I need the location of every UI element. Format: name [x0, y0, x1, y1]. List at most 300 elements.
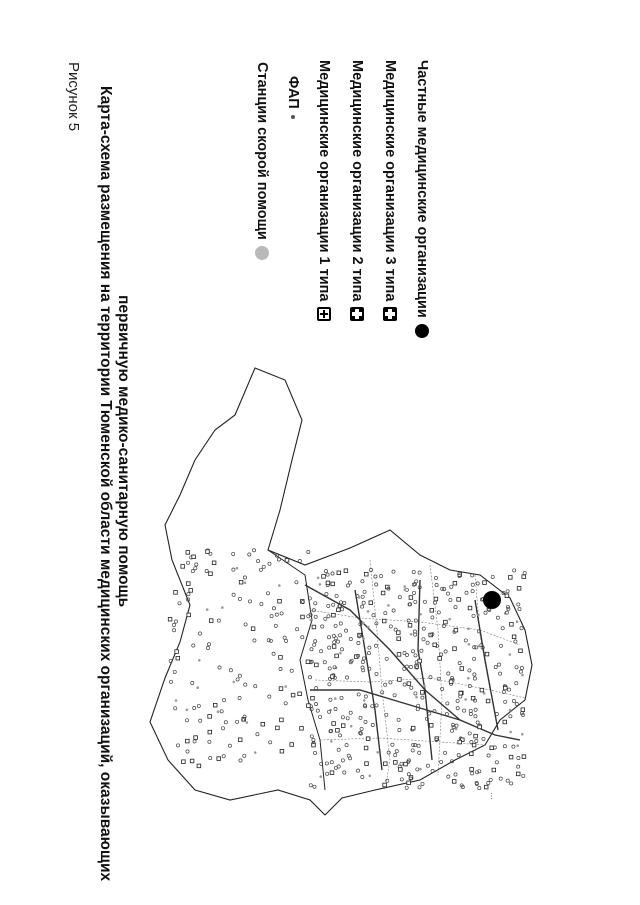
- medical-organization-marker: [398, 678, 402, 682]
- ambulance-station-marker: [521, 733, 524, 736]
- medical-organization-marker: [470, 752, 474, 756]
- medical-organization-marker: [486, 699, 490, 703]
- fap-marker: [392, 609, 395, 612]
- fap-marker: [447, 672, 450, 675]
- fap-marker: [274, 624, 277, 627]
- fap-marker: [403, 667, 406, 670]
- legend-item-private: [414, 60, 430, 338]
- black-dot-icon: [415, 324, 429, 338]
- medical-organization-marker: [332, 722, 336, 726]
- fap-marker: [345, 744, 348, 747]
- fap-marker: [313, 785, 316, 788]
- fap-marker: [284, 702, 287, 705]
- boxed-cross-icon: [350, 307, 364, 321]
- fap-marker: [272, 607, 275, 610]
- medical-organization-marker: [332, 613, 336, 617]
- fap-marker: [326, 772, 329, 775]
- ambulance-station-marker: [198, 659, 201, 662]
- medical-organization-marker: [478, 725, 482, 729]
- fap-marker: [337, 765, 340, 768]
- medical-organization-marker: [208, 730, 212, 734]
- medical-organization-marker: [382, 619, 386, 623]
- fap-marker: [198, 632, 201, 635]
- fap-marker: [397, 718, 400, 721]
- ambulance-station-marker: [403, 585, 406, 588]
- fap-marker: [357, 693, 360, 696]
- legend-item-mo3: [382, 60, 398, 321]
- fap-marker: [394, 753, 397, 756]
- fap-marker: [474, 708, 477, 711]
- medical-organization-marker: [503, 720, 507, 724]
- ambulance-station-marker: [478, 645, 481, 648]
- fap-marker: [290, 669, 293, 672]
- fap-marker: [456, 699, 459, 702]
- fap-marker: [360, 727, 363, 730]
- ambulance-station-marker: [244, 581, 247, 584]
- medical-organization-marker: [509, 755, 513, 759]
- medical-organization-marker: [434, 597, 438, 601]
- fap-marker: [238, 674, 241, 677]
- fap-marker: [349, 757, 352, 760]
- fap-marker: [499, 777, 502, 780]
- medical-organization-marker: [449, 680, 453, 684]
- fap-marker: [400, 778, 403, 781]
- medical-organization-marker: [452, 780, 456, 784]
- fap-marker: [440, 760, 443, 763]
- medical-organization-marker: [331, 582, 335, 586]
- fap-marker: [208, 740, 211, 743]
- fap-marker: [236, 720, 239, 723]
- fap-marker: [468, 669, 471, 672]
- fap-marker: [446, 592, 449, 595]
- region-map: [120, 360, 540, 830]
- fap-marker: [472, 614, 475, 617]
- fap-marker: [349, 637, 352, 640]
- fap-marker: [243, 576, 246, 579]
- fap-marker: [452, 725, 455, 728]
- medical-organization-marker: [337, 571, 341, 575]
- medical-organization-marker: [383, 783, 387, 787]
- fap-marker: [478, 787, 481, 790]
- medical-organization-marker: [168, 617, 172, 621]
- fap-marker: [314, 702, 317, 705]
- fap-marker: [517, 765, 520, 768]
- fap-marker: [473, 673, 476, 676]
- medical-organization-marker: [312, 625, 316, 629]
- fap-marker: [474, 715, 477, 718]
- fap-marker: [229, 669, 232, 672]
- fap-marker: [343, 601, 346, 604]
- fap-marker: [316, 709, 319, 712]
- fap-marker: [471, 772, 474, 775]
- ambulance-station-marker: [309, 619, 312, 622]
- medical-organization-marker: [279, 656, 283, 660]
- fap-marker: [341, 759, 344, 762]
- medical-organization-marker: [474, 734, 478, 738]
- fap-marker: [468, 732, 471, 735]
- fap-marker: [332, 634, 335, 637]
- ambulance-station-marker: [334, 697, 337, 700]
- fap-marker: [421, 782, 424, 785]
- medical-organization-marker: [344, 569, 348, 573]
- fap-marker: [520, 666, 523, 669]
- fap-marker: [232, 552, 235, 555]
- fap-marker: [499, 644, 502, 647]
- ambulance-station-marker: [350, 725, 353, 728]
- fap-marker: [186, 750, 189, 753]
- fap-marker: [395, 750, 398, 753]
- fap-marker: [375, 672, 378, 675]
- medical-organization-marker: [190, 759, 194, 763]
- grey-dot-icon: [255, 246, 269, 260]
- fap-marker: [357, 641, 360, 644]
- fap-marker: [185, 719, 188, 722]
- fap-marker: [507, 607, 510, 610]
- fap-marker: [405, 653, 408, 656]
- fap-marker: [186, 561, 189, 564]
- fap-marker: [327, 615, 330, 618]
- fap-marker: [327, 604, 330, 607]
- fap-marker: [248, 553, 251, 556]
- fap-marker: [339, 622, 342, 625]
- fap-marker: [335, 594, 338, 597]
- fap-marker: [187, 593, 190, 596]
- fap-marker: [301, 636, 304, 639]
- fap-marker: [446, 702, 449, 705]
- fap-marker: [400, 762, 403, 765]
- fap-marker: [519, 670, 522, 673]
- fap-marker: [454, 773, 457, 776]
- fap-marker: [262, 565, 265, 568]
- fap-marker: [314, 640, 317, 643]
- fap-marker: [412, 571, 415, 574]
- medical-organization-marker: [453, 647, 457, 651]
- fap-marker: [338, 734, 341, 737]
- fap-marker: [391, 743, 394, 746]
- medical-organization-marker: [483, 581, 487, 585]
- medical-organization-marker: [251, 627, 255, 631]
- medical-organization-marker: [458, 740, 462, 744]
- fap-marker: [384, 683, 387, 686]
- fap-marker: [476, 721, 479, 724]
- medical-organization-marker: [480, 688, 484, 692]
- medical-organization-marker: [298, 692, 302, 696]
- fap-marker: [314, 615, 317, 618]
- fap-marker: [275, 613, 278, 616]
- fap-marker: [363, 590, 366, 593]
- ambulance-station-marker: [206, 608, 209, 611]
- medical-organization-marker: [444, 620, 448, 624]
- medical-organization-marker: [397, 653, 401, 657]
- fap-marker: [503, 745, 506, 748]
- ambulance-station-marker: [448, 618, 451, 621]
- fap-marker: [418, 751, 421, 754]
- ambulance-station-marker: [278, 584, 281, 587]
- fap-marker: [409, 665, 412, 668]
- map-stamp: ⋯: [487, 792, 496, 800]
- fap-marker: [298, 559, 301, 562]
- fap-marker: [349, 711, 352, 714]
- fap-marker: [194, 567, 197, 570]
- legend-label-mo2: Медицинские организации 2 типа: [349, 60, 365, 302]
- fap-marker: [465, 591, 468, 594]
- boxed-plus-icon: [317, 307, 331, 321]
- ambulance-station-marker: [320, 775, 323, 778]
- fap-marker: [385, 713, 388, 716]
- fap-marker: [272, 652, 275, 655]
- fap-marker: [328, 710, 331, 713]
- fap-marker: [398, 596, 401, 599]
- medical-organization-marker: [209, 619, 213, 623]
- fap-marker: [407, 619, 410, 622]
- fap-marker: [339, 634, 342, 637]
- boxed-cross-icon: [383, 307, 397, 321]
- fap-marker: [257, 560, 260, 563]
- fap-marker: [393, 694, 396, 697]
- fap-marker: [178, 602, 181, 605]
- fap-marker: [296, 628, 299, 631]
- fap-marker: [422, 627, 425, 630]
- fap-marker: [321, 625, 324, 628]
- fap-marker: [487, 781, 490, 784]
- fap-marker: [336, 640, 339, 643]
- fap-marker: [193, 740, 196, 743]
- fap-marker: [454, 606, 457, 609]
- figure-label: Рисунок 5: [65, 62, 82, 132]
- fap-marker: [259, 568, 262, 571]
- fap-marker: [268, 695, 271, 698]
- fap-marker: [248, 600, 251, 603]
- legend-item-ambulance: [254, 62, 270, 260]
- fap-marker: [238, 597, 241, 600]
- ambulance-station-marker: [254, 751, 257, 754]
- medical-organization-marker: [175, 650, 179, 654]
- fap-marker: [209, 552, 212, 555]
- fap-marker: [375, 704, 378, 707]
- medical-organization-marker: [194, 736, 198, 740]
- medical-organization-marker: [279, 687, 283, 691]
- fap-marker: [295, 581, 298, 584]
- medical-organization-marker: [484, 785, 488, 789]
- fap-marker: [380, 575, 383, 578]
- fap-marker: [431, 769, 434, 772]
- legend-label-fap: ФАП: [285, 76, 301, 109]
- ambulance-station-marker: [387, 604, 390, 607]
- fap-marker: [332, 603, 335, 606]
- fap-marker: [471, 574, 474, 577]
- medical-organization-marker: [510, 623, 514, 627]
- medical-organization-marker: [509, 576, 513, 580]
- medical-organization-marker: [335, 654, 339, 658]
- fap-marker: [368, 646, 371, 649]
- fap-marker: [421, 696, 424, 699]
- fap-marker: [359, 731, 362, 734]
- fap-marker: [254, 685, 257, 688]
- fap-marker: [228, 744, 231, 747]
- fap-marker: [504, 700, 507, 703]
- fap-marker: [444, 650, 447, 653]
- medical-organization-marker: [460, 667, 464, 671]
- fap-marker: [431, 616, 434, 619]
- medical-organization-marker: [399, 768, 403, 772]
- fap-marker: [428, 712, 431, 715]
- medical-organization-marker: [278, 599, 282, 603]
- medical-organization-marker: [306, 660, 310, 664]
- fap-marker: [324, 617, 327, 620]
- fap-marker: [232, 568, 235, 571]
- ambulance-station-marker: [509, 731, 512, 734]
- fap-marker: [416, 708, 419, 711]
- medical-organization-marker: [418, 659, 422, 663]
- ambulance-station-marker: [367, 626, 370, 629]
- map-title-line-2: первичную медико-санитарную помощь: [115, 295, 132, 608]
- medical-organization-marker: [409, 596, 413, 600]
- medical-organization-marker: [430, 609, 434, 613]
- fap-marker: [224, 721, 227, 724]
- fap-marker: [252, 549, 255, 552]
- fap-marker: [506, 590, 509, 593]
- fap-marker: [501, 627, 504, 630]
- fap-marker: [482, 737, 485, 740]
- medical-organization-marker: [341, 724, 345, 728]
- medical-organization-marker: [438, 657, 442, 661]
- fap-marker: [414, 692, 417, 695]
- ambulance-station-marker: [369, 775, 372, 778]
- fap-marker: [361, 580, 364, 583]
- medical-organization-marker: [337, 608, 341, 612]
- fap-marker: [513, 569, 516, 572]
- fap-marker: [426, 764, 429, 767]
- fap-marker: [473, 646, 476, 649]
- fap-marker: [405, 786, 408, 789]
- fap-marker: [280, 612, 283, 615]
- fap-marker: [374, 575, 377, 578]
- fap-marker: [221, 727, 224, 730]
- fap-marker: [315, 687, 318, 690]
- fap-marker: [205, 569, 208, 572]
- medical-organization-marker: [433, 643, 437, 647]
- medical-organization-marker: [504, 686, 508, 690]
- fap-marker: [412, 650, 415, 653]
- medical-organization-marker: [182, 760, 186, 764]
- fap-marker: [266, 592, 269, 595]
- medical-organization-marker: [192, 555, 196, 559]
- fap-marker: [346, 717, 349, 720]
- fap-marker: [407, 773, 410, 776]
- ambulance-station-marker: [339, 652, 342, 655]
- fap-marker: [362, 601, 365, 604]
- medical-organization-marker: [186, 739, 190, 743]
- ambulance-station-marker: [423, 685, 426, 688]
- fap-marker: [375, 583, 378, 586]
- fap-marker: [361, 660, 364, 663]
- fap-marker: [392, 570, 395, 573]
- ambulance-station-marker: [509, 653, 512, 656]
- fap-marker: [450, 585, 453, 588]
- fap-marker: [372, 614, 375, 617]
- ambulance-station-marker: [358, 596, 361, 599]
- fap-marker: [339, 601, 342, 604]
- fap-marker: [174, 620, 177, 623]
- fap-marker: [193, 706, 196, 709]
- medical-organization-marker: [332, 645, 336, 649]
- fap-marker: [417, 744, 420, 747]
- fap-marker: [340, 696, 343, 699]
- fap-marker: [364, 720, 367, 723]
- medical-organization-marker: [519, 649, 523, 653]
- regional-center-marker: [483, 591, 501, 609]
- fap-marker: [410, 686, 413, 689]
- fap-marker: [328, 683, 331, 686]
- medical-organization-marker: [209, 572, 213, 576]
- medical-organization-marker: [421, 691, 425, 695]
- fap-marker: [362, 657, 365, 660]
- medical-organization-marker: [512, 635, 516, 639]
- ambulance-station-marker: [367, 610, 370, 613]
- ambulance-station-marker: [186, 709, 189, 712]
- ambulance-station-marker: [317, 577, 320, 580]
- ambulance-station-marker: [415, 696, 418, 699]
- ambulance-station-marker: [376, 751, 379, 754]
- fap-marker: [414, 633, 417, 636]
- fap-marker: [371, 705, 374, 708]
- fap-marker: [476, 582, 479, 585]
- medical-organization-marker: [322, 575, 326, 579]
- fap-marker: [232, 593, 235, 596]
- medical-organization-marker: [516, 772, 520, 776]
- ambulance-station-marker: [468, 643, 471, 646]
- fap-marker: [220, 710, 223, 713]
- fap-marker: [473, 657, 476, 660]
- fap-marker: [267, 639, 270, 642]
- ambulance-station-marker: [467, 627, 470, 630]
- medical-organization-marker: [397, 631, 401, 635]
- fap-marker: [435, 583, 438, 586]
- medical-organization-marker: [280, 749, 284, 753]
- fap-marker: [384, 612, 387, 615]
- legend-item-mo1: [316, 60, 332, 321]
- medical-organization-marker: [285, 559, 289, 563]
- ambulance-station-marker: [363, 699, 366, 702]
- fap-marker: [515, 702, 518, 705]
- fap-marker: [325, 593, 328, 596]
- medical-organization-marker: [290, 743, 294, 747]
- fap-marker: [324, 570, 327, 573]
- fap-marker: [475, 739, 478, 742]
- medical-organization-marker: [522, 575, 526, 579]
- ambulance-station-marker: [404, 588, 407, 591]
- fap-marker: [222, 699, 225, 702]
- fap-marker: [416, 768, 419, 771]
- fap-marker: [447, 775, 450, 778]
- fap-marker: [243, 754, 246, 757]
- fap-marker: [345, 676, 348, 679]
- fap-marker: [371, 723, 374, 726]
- small-dot-icon: [291, 115, 295, 119]
- fap-marker: [367, 652, 370, 655]
- medical-organization-marker: [300, 727, 304, 731]
- medical-organization-marker: [408, 624, 412, 628]
- fap-marker: [222, 755, 225, 758]
- fap-marker: [426, 641, 429, 644]
- medical-organization-marker: [181, 565, 185, 569]
- fap-marker: [285, 639, 288, 642]
- fap-marker: [494, 666, 497, 669]
- fap-marker: [192, 644, 195, 647]
- fap-marker: [374, 644, 377, 647]
- fap-marker: [517, 756, 520, 759]
- ambulance-station-marker: [236, 567, 239, 570]
